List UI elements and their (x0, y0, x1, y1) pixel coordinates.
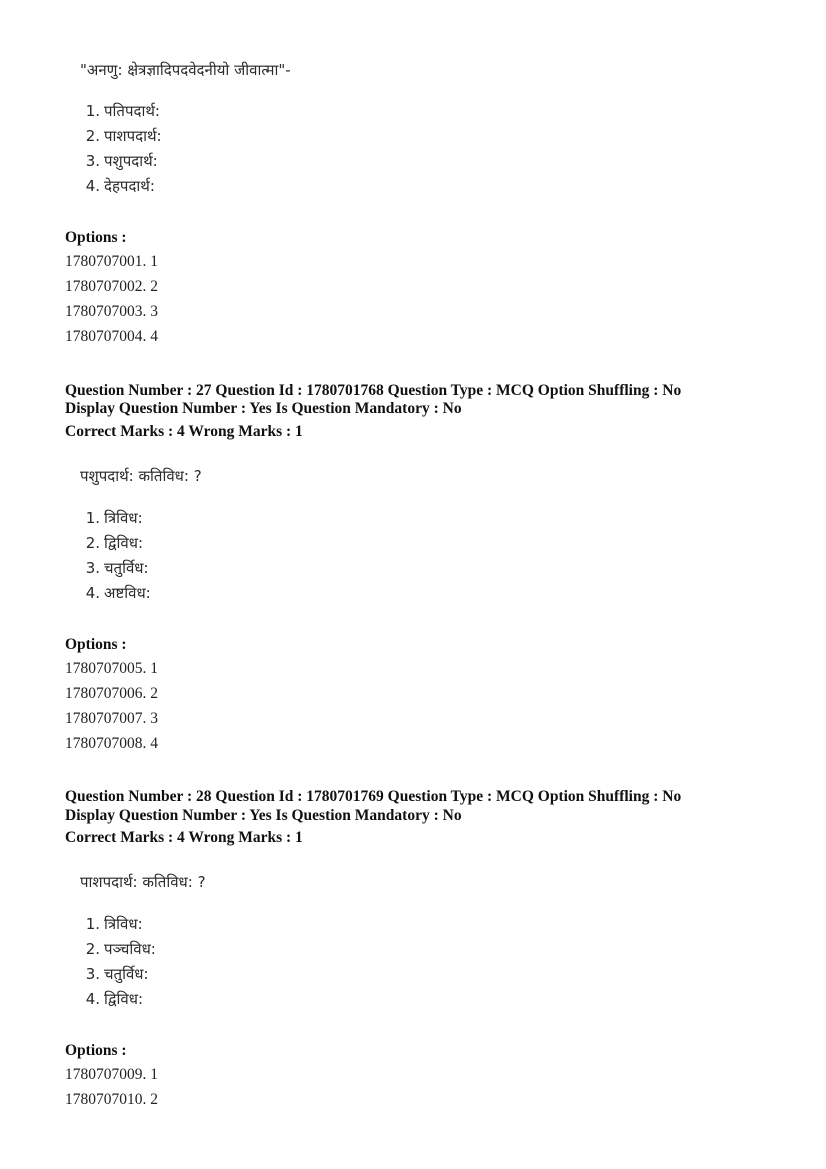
question-26-option-2: 1780707002. 2 (65, 278, 158, 295)
question-28-option-1: 1780707009. 1 (65, 1066, 158, 1083)
question-26-options-label: Options : (65, 229, 127, 246)
question-28-header-line1: Question Number : 28 Question Id : 1780701769 Question Type : MCQ Option Shuffling : No (65, 788, 682, 805)
question-28-options-label: Options : (65, 1042, 127, 1059)
question-28-choice-1: 1. त्रिविध: (85, 915, 143, 933)
question-27-stem: पशुपदार्थ: कतिविध: ? (80, 467, 202, 485)
question-26-option-3: 1780707003. 3 (65, 303, 158, 320)
question-27-choice-2: 2. द्विविध: (85, 534, 144, 552)
question-26-choice-3: 3. पशुपदार्थ: (85, 152, 158, 170)
question-27-choice-1: 1. त्रिविध: (85, 509, 143, 527)
question-28-marks: Correct Marks : 4 Wrong Marks : 1 (65, 829, 303, 846)
question-26-option-4: 1780707004. 4 (65, 328, 158, 345)
question-27-option-1: 1780707005. 1 (65, 660, 158, 677)
question-27-header-line1: Question Number : 27 Question Id : 1780701768 Question Type : MCQ Option Shuffling : No (65, 382, 682, 399)
question-27-choice-3: 3. चतुर्विध: (85, 559, 149, 577)
question-27-option-3: 1780707007. 3 (65, 710, 158, 727)
question-27-marks: Correct Marks : 4 Wrong Marks : 1 (65, 423, 303, 440)
question-27-option-4: 1780707008. 4 (65, 735, 158, 752)
question-26-choice-2: 2. पाशपदार्थ: (85, 127, 162, 145)
question-28-header-line2: Display Question Number : Yes Is Question Mandatory : No (65, 807, 462, 824)
question-28-option-2: 1780707010. 2 (65, 1091, 158, 1108)
question-27-options-label: Options : (65, 636, 127, 653)
question-28-choice-3: 3. चतुर्विध: (85, 965, 149, 983)
question-26-option-1: 1780707001. 1 (65, 253, 158, 270)
question-27-choice-4: 4. अष्टविध: (85, 584, 151, 602)
question-26-choice-4: 4. देहपदार्थ: (85, 177, 155, 195)
question-27-option-2: 1780707006. 2 (65, 685, 158, 702)
question-28-choice-4: 4. द्विविध: (85, 990, 144, 1008)
question-26-choice-1: 1. पतिपदार्थ: (85, 102, 160, 120)
question-27-header-line2: Display Question Number : Yes Is Question Mandatory : No (65, 400, 462, 417)
question-26-stem: "अनणु: क्षेत्रज्ञादिपदवेदनीयो जीवात्मा"- (80, 61, 291, 79)
question-28-choice-2: 2. पञ्चविध: (85, 940, 156, 958)
question-28-stem: पाशपदार्थ: कतिविध: ? (80, 873, 206, 891)
